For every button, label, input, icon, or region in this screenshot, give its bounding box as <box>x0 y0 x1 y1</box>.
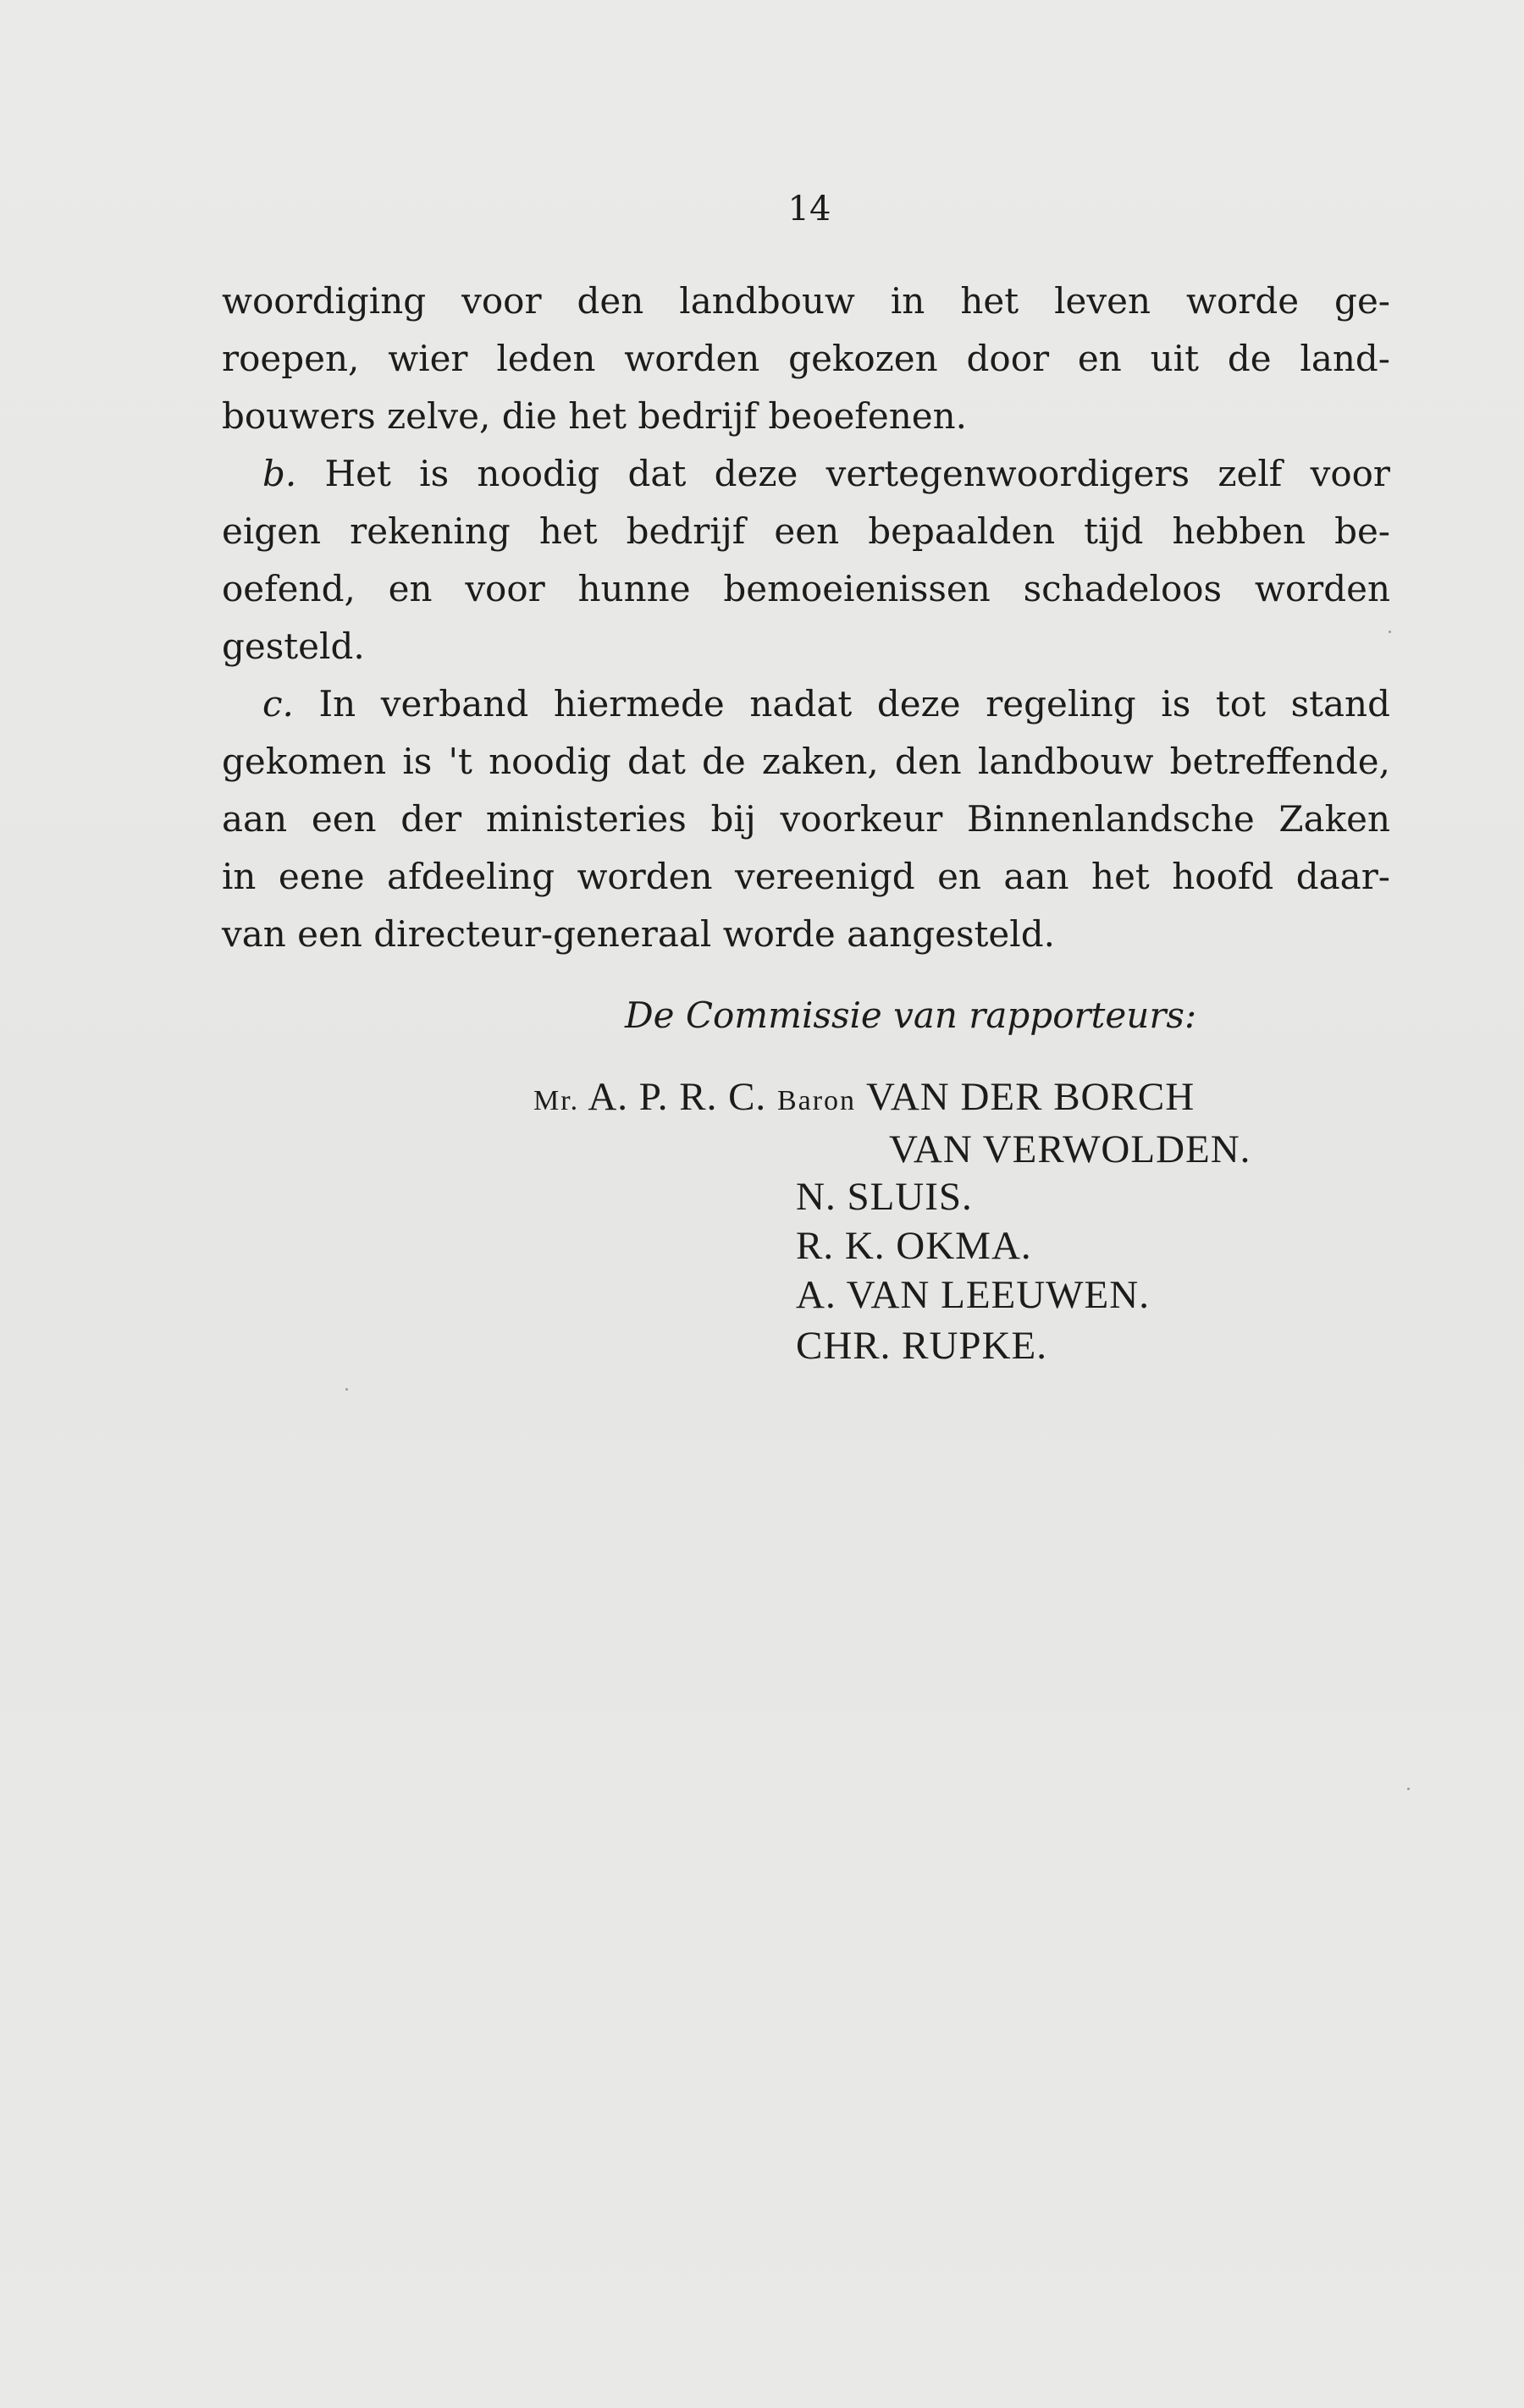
paper-speck <box>345 1388 348 1391</box>
signature-member: N. SLUIS. <box>796 1175 973 1219</box>
paragraph-c-line: in eene afdeeling worden vereenigd en aan het hoofd daar- <box>222 856 1390 897</box>
paragraph-c-line: gekomen is 't noodig dat de zaken, den landbouw betreffende, <box>222 741 1390 782</box>
signature-title: Baron <box>776 1085 857 1116</box>
signature-prefix: Mr. <box>533 1085 580 1116</box>
paragraph-b-first-line <box>222 445 1390 503</box>
body-text <box>222 273 1390 963</box>
paragraph-b-line: gesteld. <box>222 625 365 667</box>
signature-first-line <box>533 1073 1195 1125</box>
paragraph-c-line: van een directeur-generaal worde aangesteld. <box>222 913 1055 955</box>
paragraph-1-line: roepen, wier leden worden gekozen door en uit de land- <box>222 338 1390 379</box>
paragraph-b-line: oefend, en voor hunne bemoeienissen schadeloos worden <box>222 568 1390 609</box>
signature-heading: De Commissie van rapporteurs: <box>625 995 1197 1036</box>
paragraph-c-line: In verband hiermede nadat deze regeling is tot stand <box>318 683 1390 725</box>
paper-speck <box>1389 631 1391 633</box>
signature-name-continued: VAN VERWOLDEN. <box>889 1127 1251 1171</box>
paragraph-b-marker: b. <box>262 453 297 494</box>
signature-member: A. VAN LEEUWEN. <box>796 1273 1150 1317</box>
paragraph-b-line: eigen rekening het bedrijf een bepaalden tijd hebben be- <box>222 510 1390 552</box>
paragraph-1-line: woordiging voor den landbouw in het leven worde ge- <box>222 280 1390 322</box>
paragraph-b-line: Het is noodig dat deze vertegenwoordigers zelf voor <box>324 453 1390 494</box>
paragraph-c-marker: c. <box>262 683 294 725</box>
page-number: 14 <box>787 190 831 229</box>
paragraph-c-first-line <box>222 675 1390 733</box>
paragraph-1-line: bouwers zelve, die het bedrijf beoefenen. <box>222 395 968 437</box>
signature-name: VAN DER BORCH <box>865 1075 1195 1119</box>
signature-member: R. K. OKMA. <box>796 1224 1032 1268</box>
signature-member: CHR. RUPKE. <box>796 1324 1047 1368</box>
paper-speck <box>1407 1788 1410 1790</box>
paragraph-c-line: aan een der ministeries bij voorkeur Binnenlandsche Zaken <box>222 798 1390 840</box>
signature-initials: A. P. R. C. <box>588 1075 767 1119</box>
